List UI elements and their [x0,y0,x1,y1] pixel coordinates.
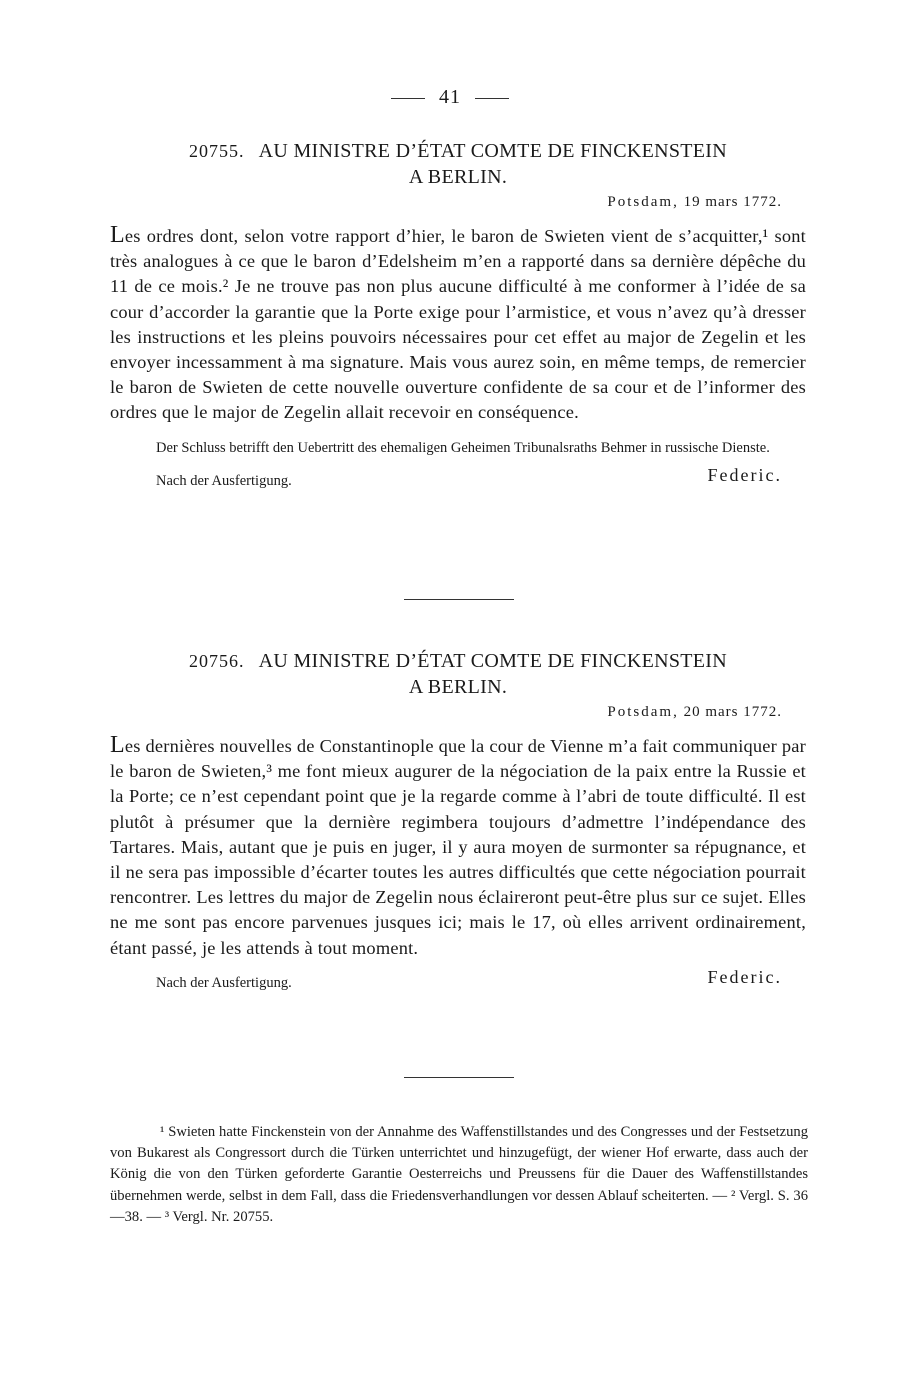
place-date [110,194,806,211]
letter-20755 [110,138,806,491]
source-signature-row [110,465,806,491]
signature: Federic. [707,966,782,987]
place-date [110,704,806,721]
footnote-text: ¹ Swieten hatte Finckenstein von der Annahme des Waffenstillstandes und des Congresses und der Festsetzung von Bukarest als Congressort durch die Türken unterrichtet und hinzugefügt, der wiener Hof erwarte, dass auch der König die von den Türken geforderte Garantie Oesterreichs und Preussens für die Dauer des Waffenstillstandes übernehmen werde, selbst in dem Fall, dass die Friedensverhandlungen vor dessen Ablauf scheiterten. — ² Vergl. S. 36—38. — ³ Vergl. Nr. 20755. [110,1124,808,1225]
section-separator [404,599,514,600]
page-number-dash-right [475,98,509,99]
source-note: Nach der Ausfertigung. [156,974,292,991]
source-note: Nach der Ausfertigung. [156,472,292,489]
footnotes [110,1122,808,1228]
letter-body: Les dernières nouvelles de Constantinople que la cour de Vienne m’a fait communiquer par le baron de Swieten,³ me font mieux augurer de la négociation de la paix entre la Russie et la Porte; ce n’est cependant point que je la regarde comme à l’abri de toute difficulté. Il est plutôt à présumer que la dernière regimbera toujours d’admettre l’indépendance des Tartares. Mais, autant que je puis en juger, il y aura moyen de surmonter sa répugnance, et il ne sera pas impossible d’écarter toutes les autres difficultés que cette négociation pourrait rencontrer. Les lettres du major de Zegelin nous éclaireront peut-être plus sur ce sujet. Elles ne me sont pas encore parvenues jusques ici; mais le 17, où elles arrivent ordinairement, étant passé, je les attends à tout moment. [110,732,806,958]
letter-heading [110,648,806,700]
date: 20 mars 1772. [683,704,782,720]
place: Potsdam, [607,194,679,210]
page-number-text: 41 [439,86,461,108]
footnote-separator [404,1077,514,1078]
letter-title-line2: A BERLIN. [408,676,508,698]
letter-20756 [110,648,806,993]
letter-number: 20755. [188,141,245,161]
date: 19 mars 1772. [683,194,782,210]
editorial-note: Der Schluss betrifft den Uebertritt des ehemaligen Geheimen Tribunalsraths Behmer in russische Dienste. [156,439,770,456]
place: Potsdam, [607,704,679,720]
letter-heading [110,138,806,190]
letter-title-line2: A BERLIN. [408,166,508,188]
letter-title-line1: AU MINISTRE D’ÉTAT COMTE DE FINCKENSTEIN [258,140,728,162]
letter-number: 20756. [188,651,245,671]
page-number [0,86,900,109]
signature: Federic. [707,464,782,485]
page-number-dash-left [391,98,425,99]
source-signature-row [110,967,806,993]
letter-title-line1: AU MINISTRE D’ÉTAT COMTE DE FINCKENSTEIN [258,650,728,672]
letter-body: Les ordres dont, selon votre rapport d’hier, le baron de Swieten vient de s’acquitter,¹ sont très analogues à ce que le baron d’Edelsheim m’en a rapporté dans sa dernière dépêche du 11 de ce mois.² Je ne trouve pas non plus aucune difficulté à me conformer à l’idée de sa cour d’accorder la garantie que la Porte exige pour l’armistice, et vous n’avez qu’à dresser les instructions et les pleins pouvoirs nécessaires pour cet effet au major de Zegelin et les envoyer incessamment à ma signature. Mais vous aurez soin, en même temps, de remercier le baron de Swieten de cette nouvelle ouverture confidente de sa cour et de l’informer des ordres que le major de Zegelin allait recevoir en conséquence. [110,222,806,423]
